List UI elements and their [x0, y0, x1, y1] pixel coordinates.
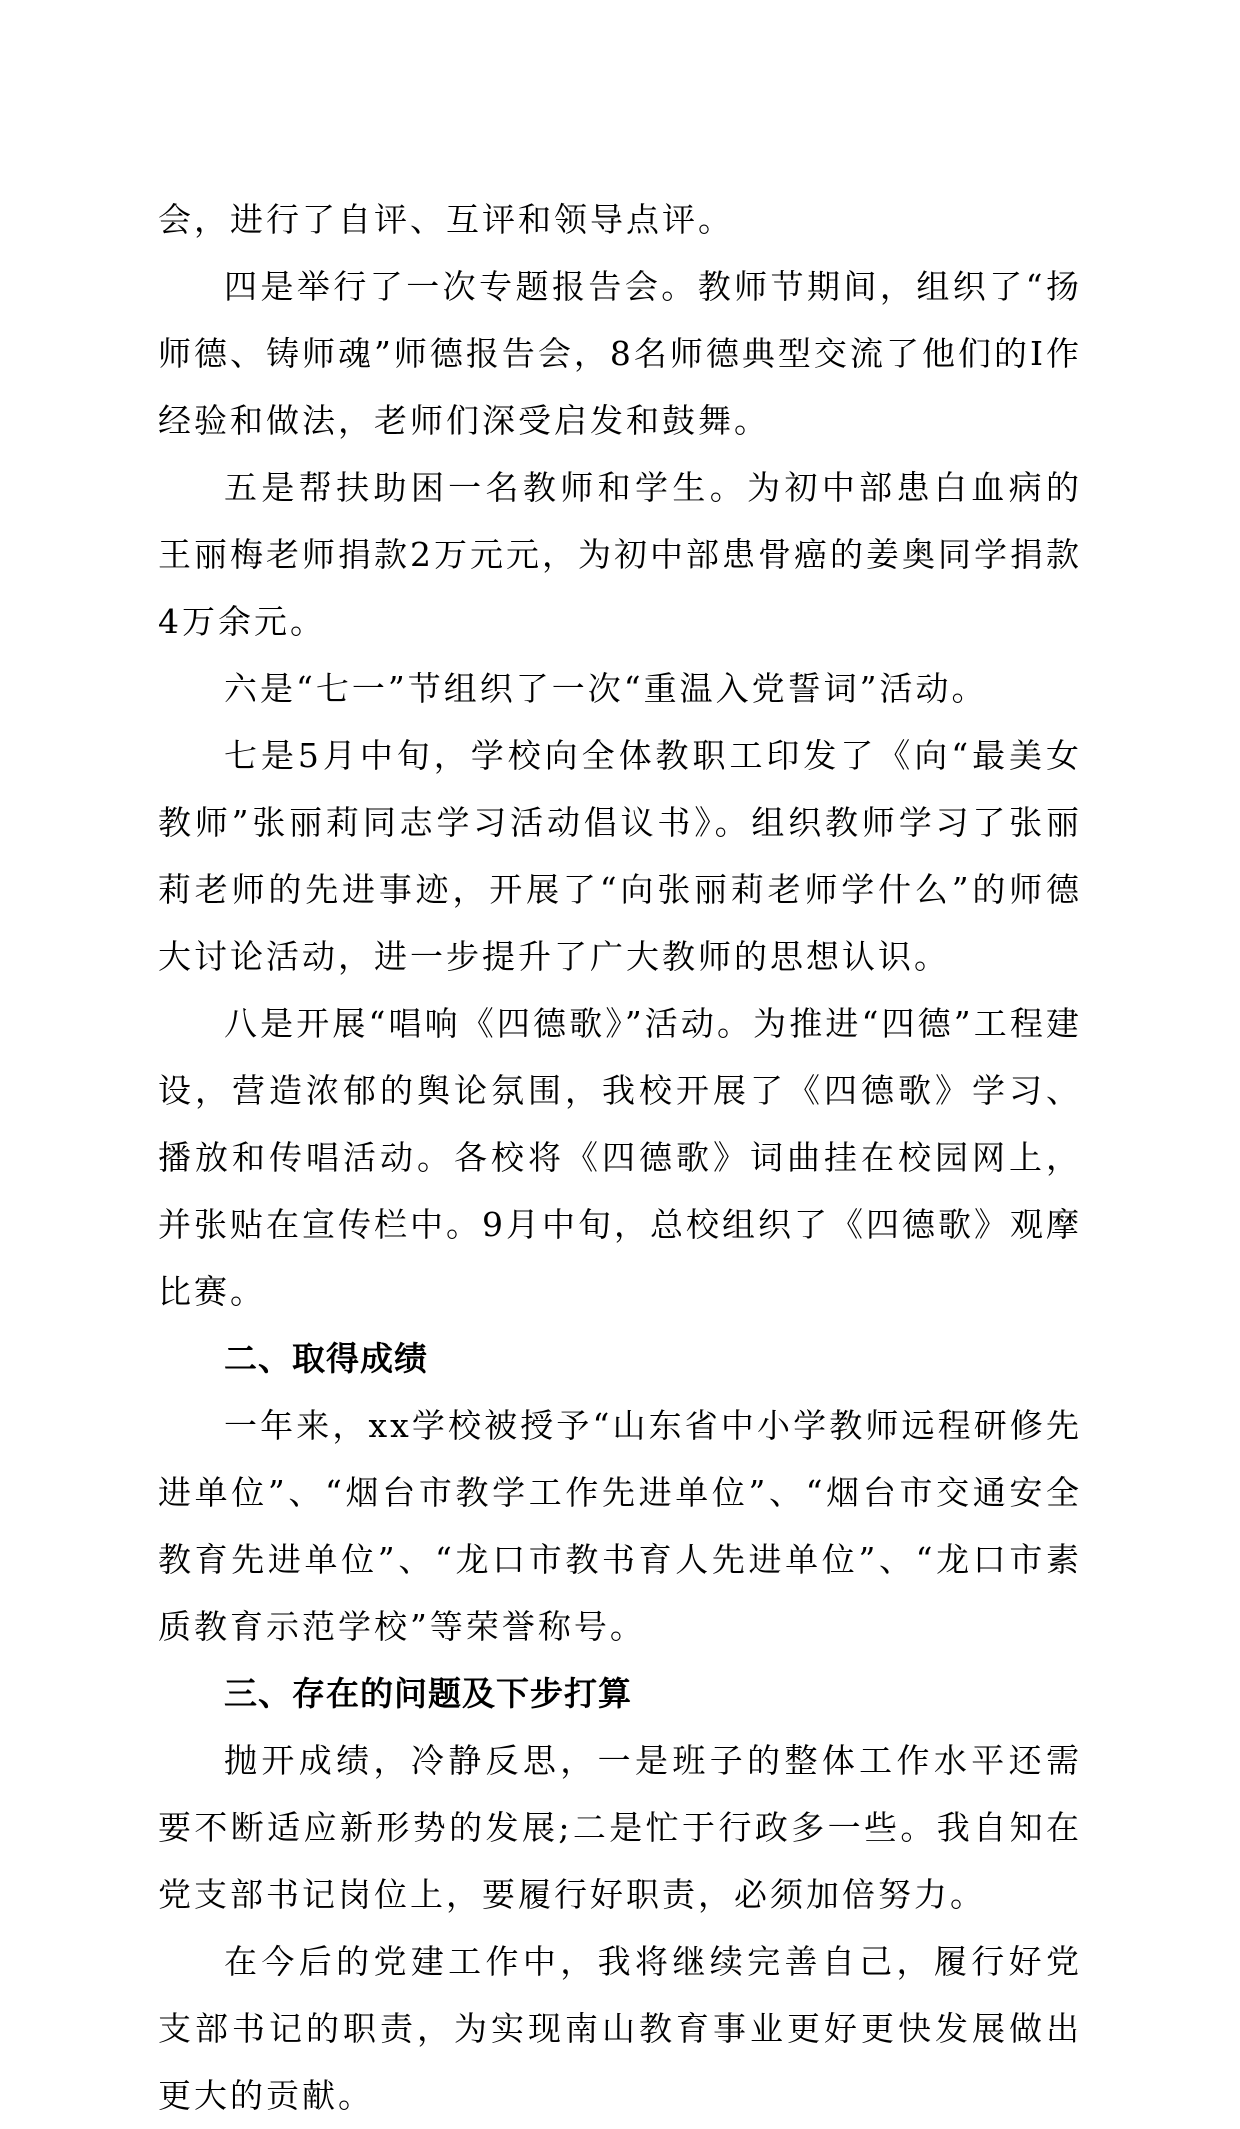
- item-paragraph-4: 四是举行了一次专题报告会。教师节期间，组织了“扬师德、铸师魂”师德报告会，8名师德典型交流了他们的I作经验和做法，老师们深受启发和鼓舞。: [158, 267, 1082, 440]
- document-page: [158, 186, 1082, 2129]
- problems-paragraph: 抛开成绩，冷静反思，一是班子的整体工作水平还需要不断适应新形势的发展;二是忙于行政多一些。我自知在党支部书记岗位上，要履行好职责，必须加倍努力。: [158, 1741, 1082, 1914]
- section-heading-problems-plans: 三、存在的问题及下步打算: [224, 1674, 632, 1713]
- section-heading-achievements: 二、取得成绩: [224, 1339, 428, 1378]
- item-paragraph-7: 七是5月中旬，学校向全体教职工印发了《向“最美女教师”张丽莉同志学习活动倡议书》。组织教师学习了张丽莉老师的先进事迹，开展了“向张丽莉老师学什么”的师德大讨论活动，进一步提升了广大教师的思想认识。: [158, 736, 1082, 976]
- continuation-paragraph: 会，进行了自评、互评和领导点评。: [158, 200, 734, 239]
- item-paragraph-8: 八是开展“唱响《四德歌》”活动。为推进“四德”工程建设，营造浓郁的舆论氛围，我校开展了《四德歌》学习、播放和传唱活动。各校将《四德歌》词曲挂在校园网上，并张贴在宣传栏中。9月中旬，总校组织了《四德歌》观摩比赛。: [158, 1004, 1082, 1311]
- item-paragraph-5: 五是帮扶助困一名教师和学生。为初中部患白血病的王丽梅老师捐款2万元元，为初中部患骨癌的姜奥同学捐款4万余元。: [158, 468, 1082, 641]
- plans-paragraph: 在今后的党建工作中，我将继续完善自己，履行好党支部书记的职责，为实现南山教育事业更好更快发展做出更大的贡献。: [158, 1942, 1082, 2115]
- achievements-paragraph: 一年来，xx学校被授予“山东省中小学教师远程研修先进单位”、“烟台市教学工作先进单位”、“烟台市交通安全教育先进单位”、“龙口市教书育人先进单位”、“龙口市素质教育示范学校”等荣誉称号。: [158, 1406, 1082, 1646]
- item-paragraph-6: 六是“七一”节组织了一次“重温入党誓词”活动。: [224, 669, 988, 708]
